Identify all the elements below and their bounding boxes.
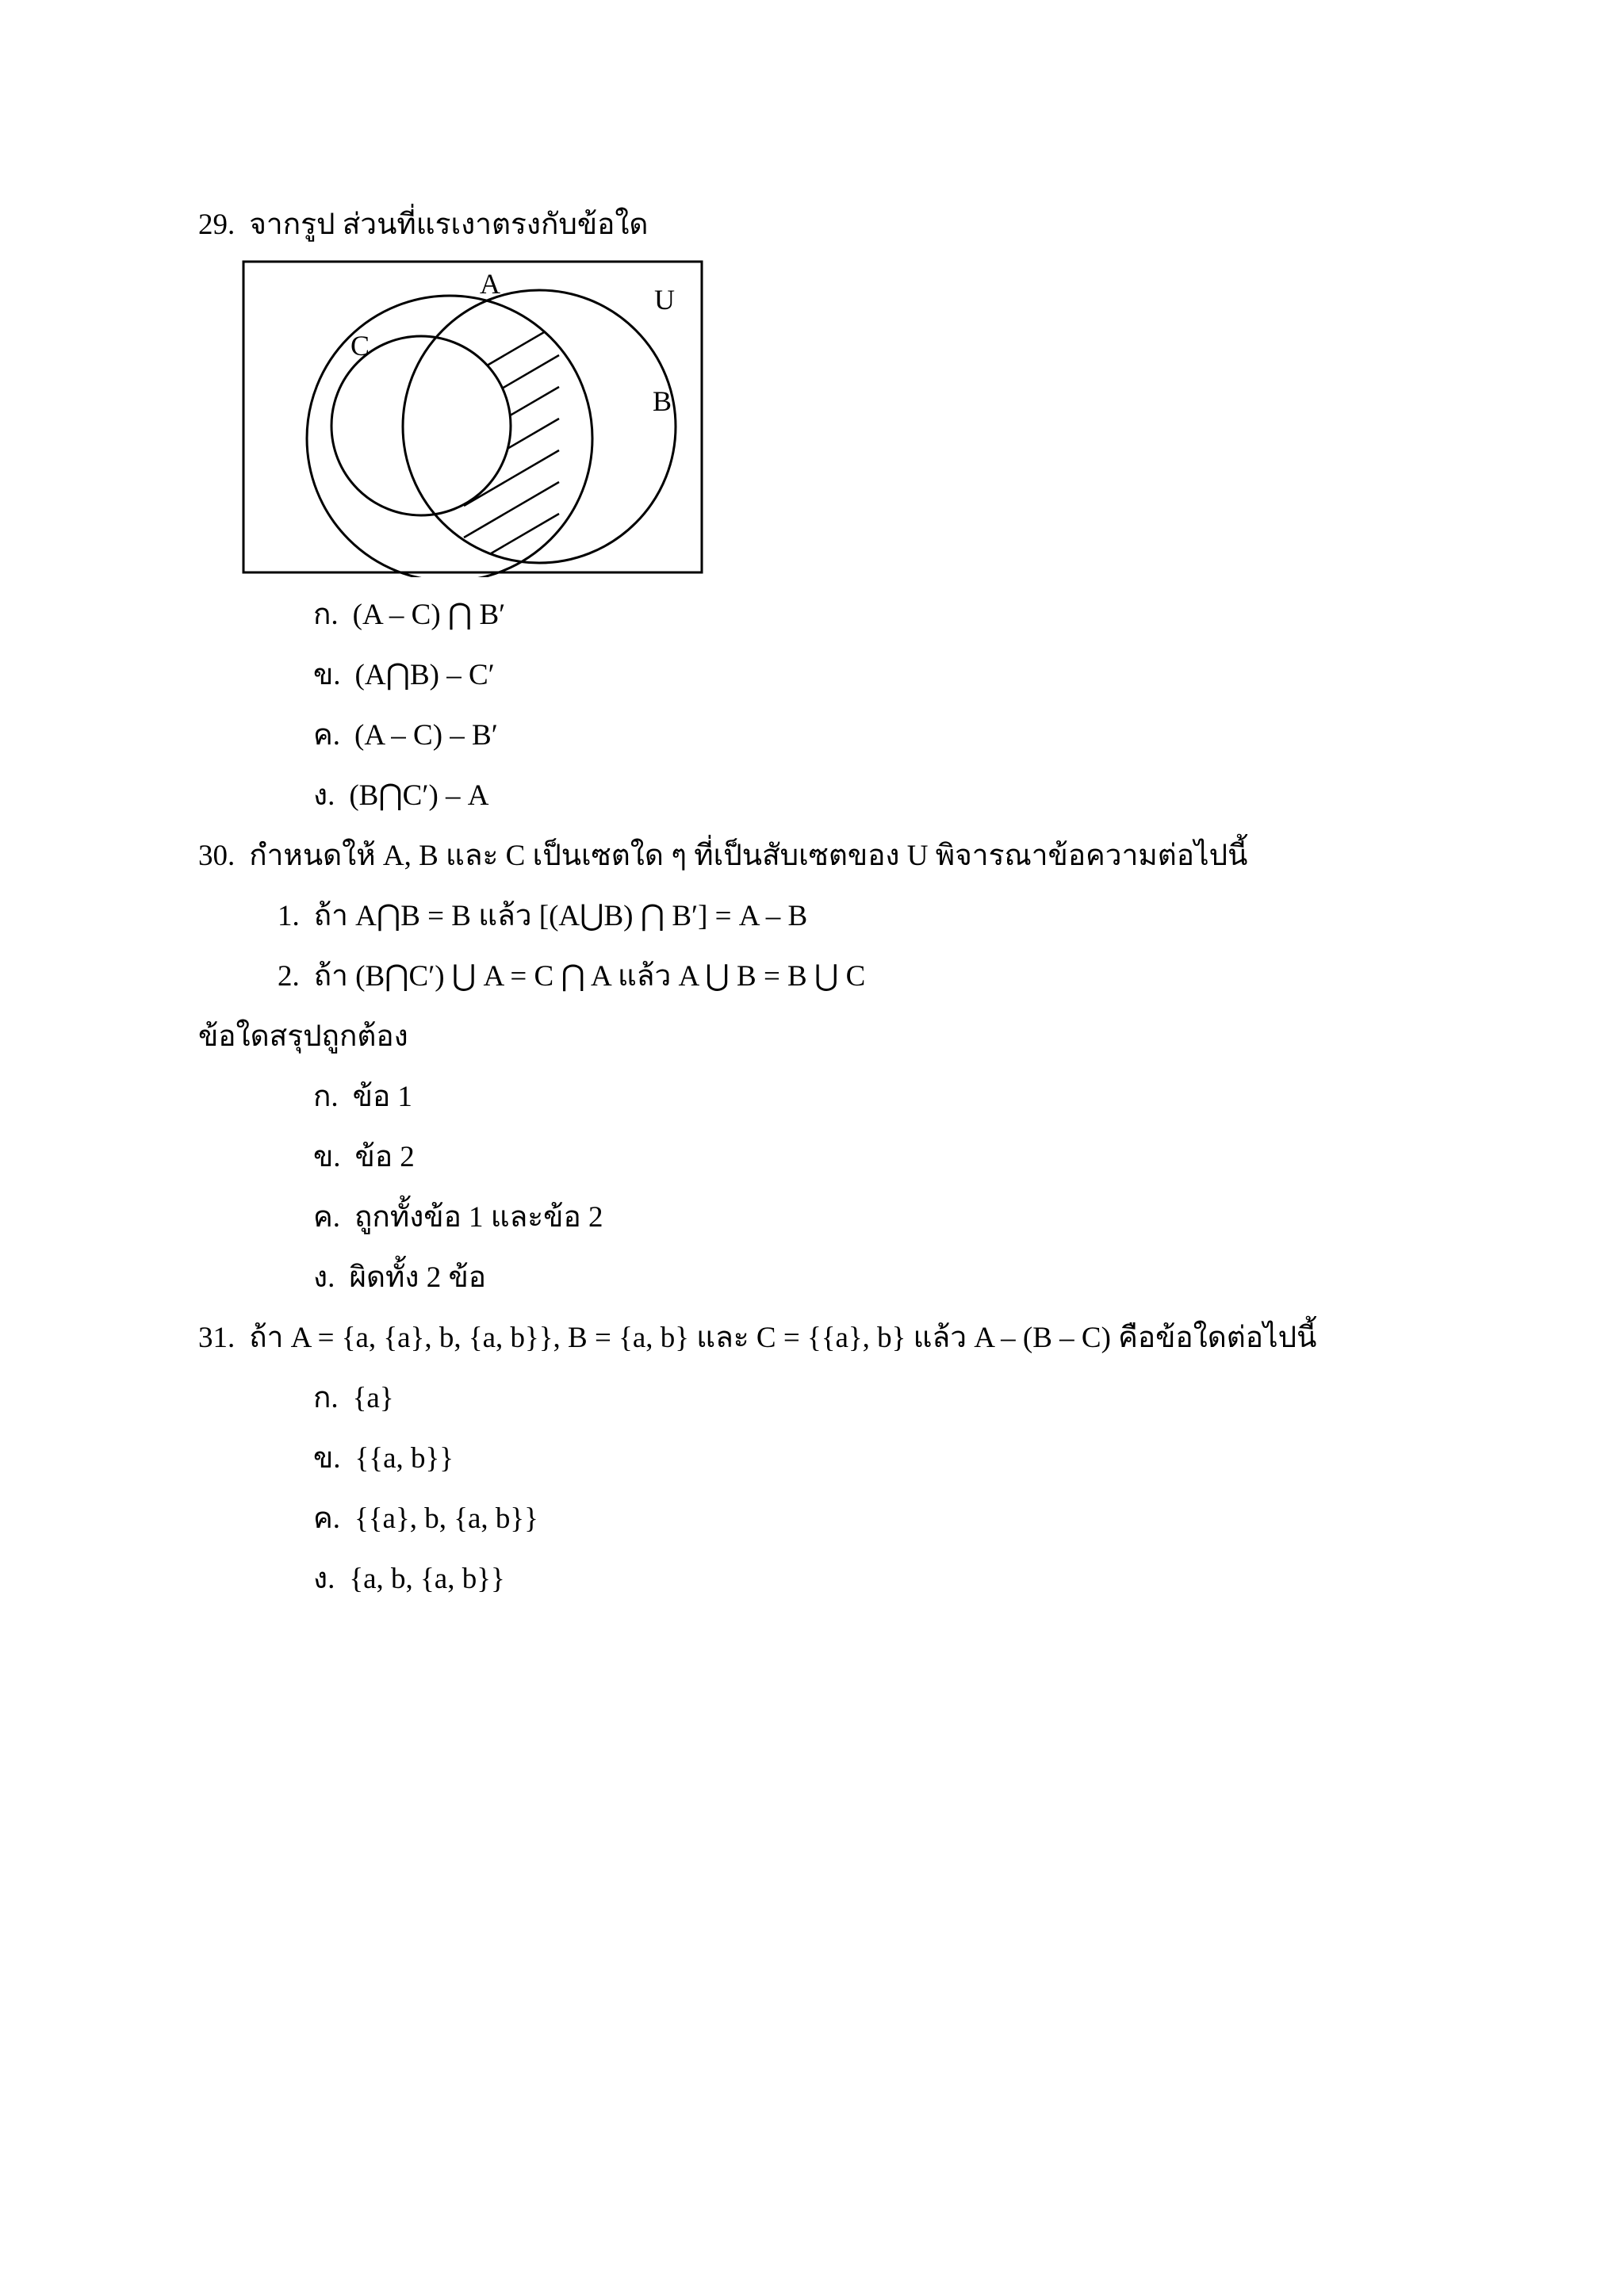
q31-choice-a[interactable] [313, 1381, 394, 1416]
choice-label: ค. [313, 719, 341, 752]
venn-diagram [242, 260, 710, 581]
venn-diagram-svg [242, 260, 710, 577]
question-text: กำหนดให้ A, B และ C เป็นเซตใด ๆ ที่เป็นสับเซตของ U พิจารณาข้อความต่อไปนี้ [249, 840, 1248, 872]
q30-choice-d[interactable] [313, 1261, 486, 1295]
set-b-circle [403, 290, 676, 563]
choice-text: {a, b, {a, b}} [349, 1563, 505, 1595]
shaded-region [464, 323, 559, 569]
choice-label: ค. [313, 1502, 341, 1535]
choice-label: ก. [313, 1382, 339, 1414]
statement-label: 2. [278, 960, 300, 993]
q30-statement-1 [278, 899, 807, 934]
label-b: B [653, 385, 672, 417]
question-text: ถ้า A = {a, {a}, b, {a, b}}, B = {a, b} และ C = {{a}, b} แล้ว A – (B – C) คือข้อใดต่อไปนี้ [249, 1322, 1317, 1354]
label-a: A [480, 268, 500, 300]
choice-text: {{a}, b, {a, b}} [354, 1502, 538, 1535]
choice-label: ข. [313, 1141, 341, 1173]
choice-label: ค. [313, 1201, 341, 1234]
choice-text: ข้อ 1 [352, 1081, 412, 1113]
question-31-stem [198, 1321, 1316, 1356]
choice-label: ง. [313, 1563, 335, 1595]
q30-choice-b[interactable] [313, 1140, 415, 1175]
q31-choice-c[interactable] [313, 1502, 538, 1536]
choice-label: ข. [313, 1442, 341, 1475]
q30-statement-2 [278, 959, 865, 994]
question-number: 31. [198, 1322, 236, 1354]
q29-choice-c[interactable] [313, 718, 498, 753]
q31-choice-d[interactable] [313, 1562, 505, 1597]
choice-label: ง. [313, 779, 335, 812]
label-u: U [654, 284, 675, 316]
question-number: 30. [198, 840, 236, 872]
choice-label: ข. [313, 659, 341, 691]
statement-text: ถ้า A⋂B = B แล้ว [(A⋃B) ⋂ B′] = A – B [313, 900, 808, 932]
statement-text: ถ้า (B⋂C′) ⋃ A = C ⋂ A แล้ว A ⋃ B = B ⋃ C [313, 960, 866, 993]
q30-choice-a[interactable] [313, 1080, 412, 1115]
set-c-circle [331, 336, 511, 515]
choice-text: ข้อ 2 [354, 1141, 415, 1173]
choice-text: {a} [352, 1382, 394, 1414]
q31-choice-b[interactable] [313, 1441, 454, 1476]
question-30-stem [198, 839, 1247, 874]
question-29-stem [198, 208, 648, 243]
choice-text: (B⋂C′) – A [349, 779, 489, 812]
q29-choice-a[interactable] [313, 598, 505, 633]
set-a-circle [307, 296, 592, 577]
q30-choice-c[interactable] [313, 1200, 603, 1235]
question-number: 29. [198, 209, 236, 241]
statement-label: 1. [278, 900, 300, 932]
choice-text: (A – C) – B′ [354, 719, 498, 752]
label-c: C [350, 330, 370, 362]
choice-text: (A⋂B) – C′ [354, 659, 495, 691]
choice-text: (A – C) ⋂ B′ [352, 599, 506, 631]
question-text: จากรูป ส่วนที่แรเงาตรงกับข้อใด [249, 209, 649, 241]
q29-choice-b[interactable] [313, 658, 495, 693]
q30-prompt: ข้อใดสรุปถูกต้อง [198, 1020, 408, 1053]
choice-text: {{a, b}} [354, 1442, 454, 1475]
choice-label: ก. [313, 599, 339, 631]
choice-text: ผิดทั้ง 2 ข้อ [349, 1261, 487, 1294]
choice-text: ถูกทั้งข้อ 1 และข้อ 2 [354, 1201, 603, 1234]
choice-label: ง. [313, 1261, 335, 1294]
q29-choice-d[interactable] [313, 779, 489, 813]
choice-label: ก. [313, 1081, 339, 1113]
